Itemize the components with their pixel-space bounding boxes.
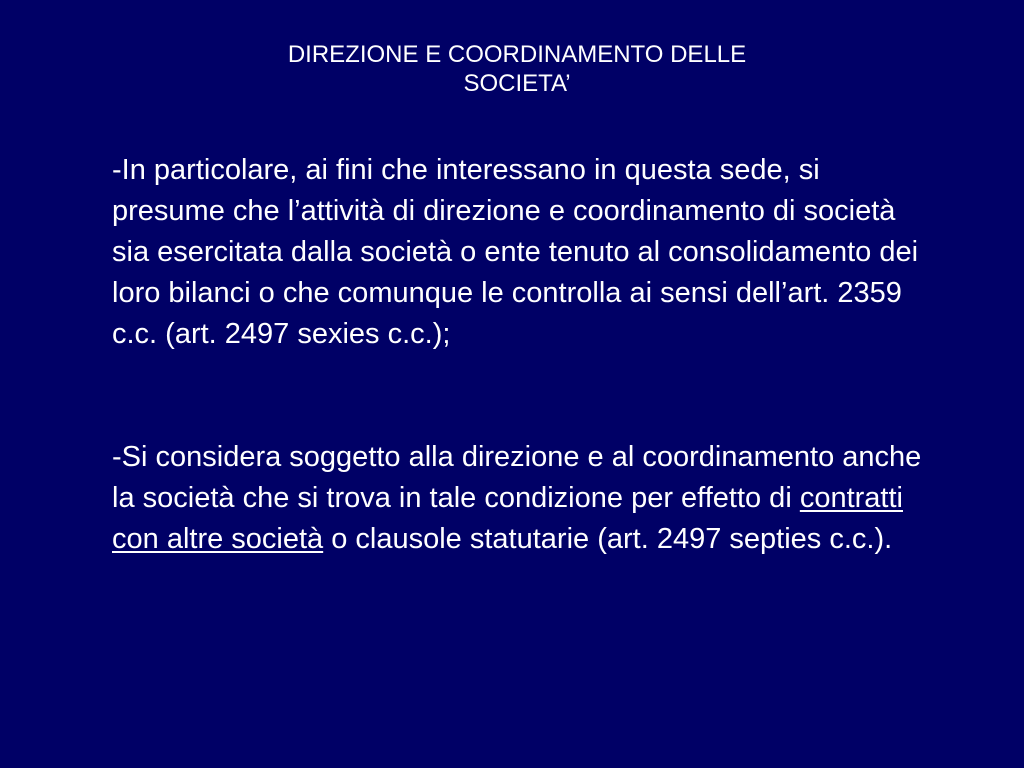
slide-title-line-2: SOCIETA’ xyxy=(463,70,571,97)
slide-title xyxy=(212,40,822,98)
paragraph-presumption: -In particolare, ai fini che interessano in questa sede, si presume che l’attività di direzione e coordinamento di società sia esercitata dalla società o ente tenuto al consolidamento dei loro bilanci o che comunque le controlla ai sensi dell’art. 2359 c.c. (art. 2497 sexies c.c.); xyxy=(112,154,919,350)
paragraph-spacer xyxy=(112,355,932,437)
slide-title-line-1: DIREZIONE E COORDINAMENTO DELLE xyxy=(287,41,747,68)
paragraph-subjection xyxy=(112,437,932,560)
paragraph-subjection-text-end: o clausole statutarie (art. 2497 septies c.c.). xyxy=(323,523,893,555)
contracts-link[interactable]: contratti con altre società xyxy=(112,482,903,555)
paragraph-subjection-text-start: -Si considera soggetto alla direzione e al coordinamento anche la società che si trova in tale condizione per effetto di xyxy=(112,441,922,514)
slide-body xyxy=(112,150,932,560)
